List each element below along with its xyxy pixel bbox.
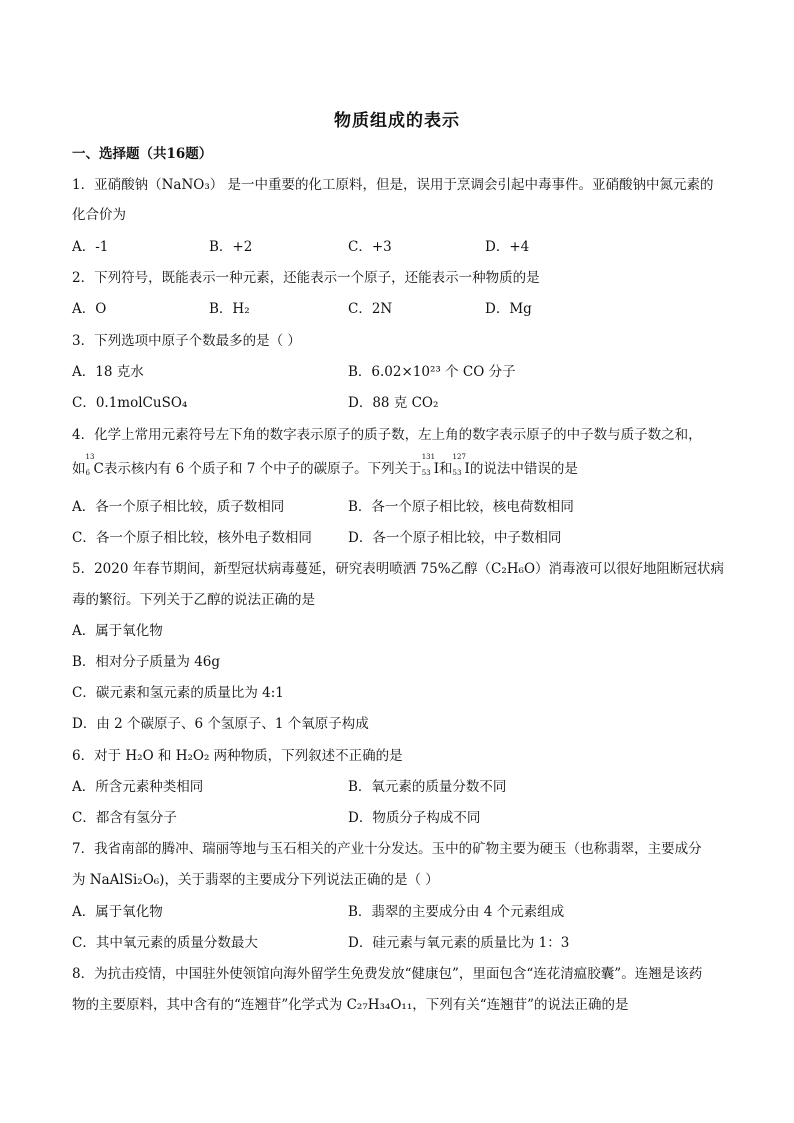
q7-option-b: B．翡翠的主要成分由 4 个元素组成: [348, 904, 565, 920]
q1-option-c: C．+3: [348, 239, 392, 255]
question-2-text: 2．下列符号，既能表示一种元素，还能表示一个原子，还能表示一种物质的是: [72, 270, 540, 286]
q5-option-c: C．碳元素和氢元素的质量比为 4:1: [72, 685, 284, 701]
iodine-127-symbol: [452, 453, 470, 479]
q5-option-b: B．相对分子质量为 46g: [72, 654, 221, 670]
question-8-text: 8．为抗击疫情，中国驻外使领馆向海外留学生免费发放“健康包”，里面包含“连花清瘟胶囊”。连翘是该药: [72, 966, 703, 982]
q4-prefix: 如: [72, 461, 86, 477]
question-7-text: 7．我省南部的腾冲、瑞丽等地与玉石相关的产业十分发达。玉中的矿物主要为硬玉（也称翡翠，主要成分: [72, 841, 702, 857]
question-3-text: 3．下列选项中原子个数最多的是（ ）: [72, 333, 301, 349]
question-8-text-cont: 物的主要原料，其中含有的“连翘苷”化学式为 C₂₇H₃₄O₁₁，下列有关“连翘苷”的说法正确的是: [72, 997, 629, 1013]
q2-option-d: D．Mg: [485, 301, 532, 317]
carbon-atomic-number: 6: [85, 469, 90, 477]
q6-option-d: D．物质分子构成不同: [348, 810, 481, 826]
q4-option-d: D．各一个原子相比较，中子数相同: [348, 530, 562, 546]
q1-option-d: D．+4: [485, 239, 530, 255]
q3-option-d: D．88 克 CO₂: [348, 395, 439, 411]
iodine-131-mass-number: 131: [421, 453, 436, 461]
q3-option-a: A．18 克水: [72, 364, 144, 380]
q4-and: 和: [439, 461, 453, 477]
q1-option-a: A．-1: [72, 239, 109, 255]
question-7-text-cont: 为 NaAlSi₂O₆)，关于翡翠的主要成分下列说法正确的是（ ）: [72, 872, 439, 888]
question-1-text-cont: 化合价为: [72, 207, 126, 223]
question-6-text: 6．对于 H₂O 和 H₂O₂ 两种物质，下列叙述不正确的是: [72, 748, 403, 764]
q7-option-c: C．其中氧元素的质量分数最大: [72, 935, 258, 951]
iodine-131-symbol: [421, 453, 440, 479]
q6-option-b: B．氧元素的质量分数不同: [348, 779, 507, 795]
question-4-text-cont: [72, 453, 578, 479]
q5-option-a: A．属于氧化物: [72, 623, 163, 639]
q1-option-b: B．+2: [209, 239, 253, 255]
iodine-131-atomic-number: 53: [421, 469, 431, 477]
q6-option-c: C．都含有氢分子: [72, 810, 177, 826]
q4-mid: 表示核内有 6 个质子和 7 个中子的碳原子。下列关于: [103, 461, 422, 477]
question-4-text: 4．化学上常用元素符号左下角的数字表示原子的质子数，左上角的数字表示原子的中子数与质子数之和，: [72, 427, 702, 443]
carbon-mass-number: 13: [85, 453, 95, 461]
q5-option-d: D．由 2 个碳原子、6 个氢原子、1 个氧原子构成: [72, 716, 369, 732]
q4-option-c: C．各一个原子相比较，核外电子数相同: [72, 530, 312, 546]
iodine-127-symbol-letter: I: [464, 461, 470, 477]
q4-option-a: A．各一个原子相比较，质子数相同: [72, 499, 285, 515]
carbon-isotope-symbol: [85, 453, 104, 479]
q2-option-c: C．2N: [348, 301, 393, 317]
q7-option-d: D．硅元素与氧元素的质量比为 1：3: [348, 935, 570, 951]
iodine-131-symbol-letter: I: [433, 461, 440, 477]
question-1-text: 1．亚硝酸钠（NaNO₃） 是一中重要的化工原料，但是，误用于烹调会引起中毒事件。亚硝酸钠中氮元素的: [72, 177, 714, 193]
page-title: 物质组成的表示: [334, 111, 460, 131]
q6-option-a: A．所含元素种类相同: [72, 779, 204, 795]
question-5-text: 5．2020 年春节期间，新型冠状病毒蔓延，研究表明喷洒 75%乙醇（C₂H₆O）消毒液可以很好地阻断冠状病: [72, 561, 725, 577]
q2-option-a: A．O: [72, 301, 107, 317]
q3-option-c: C．0.1molCuSO₄: [72, 395, 188, 411]
q4-suffix: 的说法中错误的是: [469, 461, 578, 477]
q4-option-b: B．各一个原子相比较，核电荷数相同: [348, 499, 574, 515]
q3-option-b: B．6.02×10²³ 个 CO 分子: [348, 364, 516, 380]
iodine-127-mass-number: 127: [452, 453, 466, 461]
q2-option-b: B．H₂: [209, 301, 250, 317]
iodine-127-atomic-number: 53: [452, 469, 462, 477]
carbon-symbol: C: [93, 461, 104, 477]
question-5-text-cont: 毒的繁衍。下列关于乙醇的说法正确的是: [72, 592, 315, 608]
section-heading: 一、选择题（共16题）: [72, 146, 213, 162]
q7-option-a: A．属于氧化物: [72, 904, 163, 920]
